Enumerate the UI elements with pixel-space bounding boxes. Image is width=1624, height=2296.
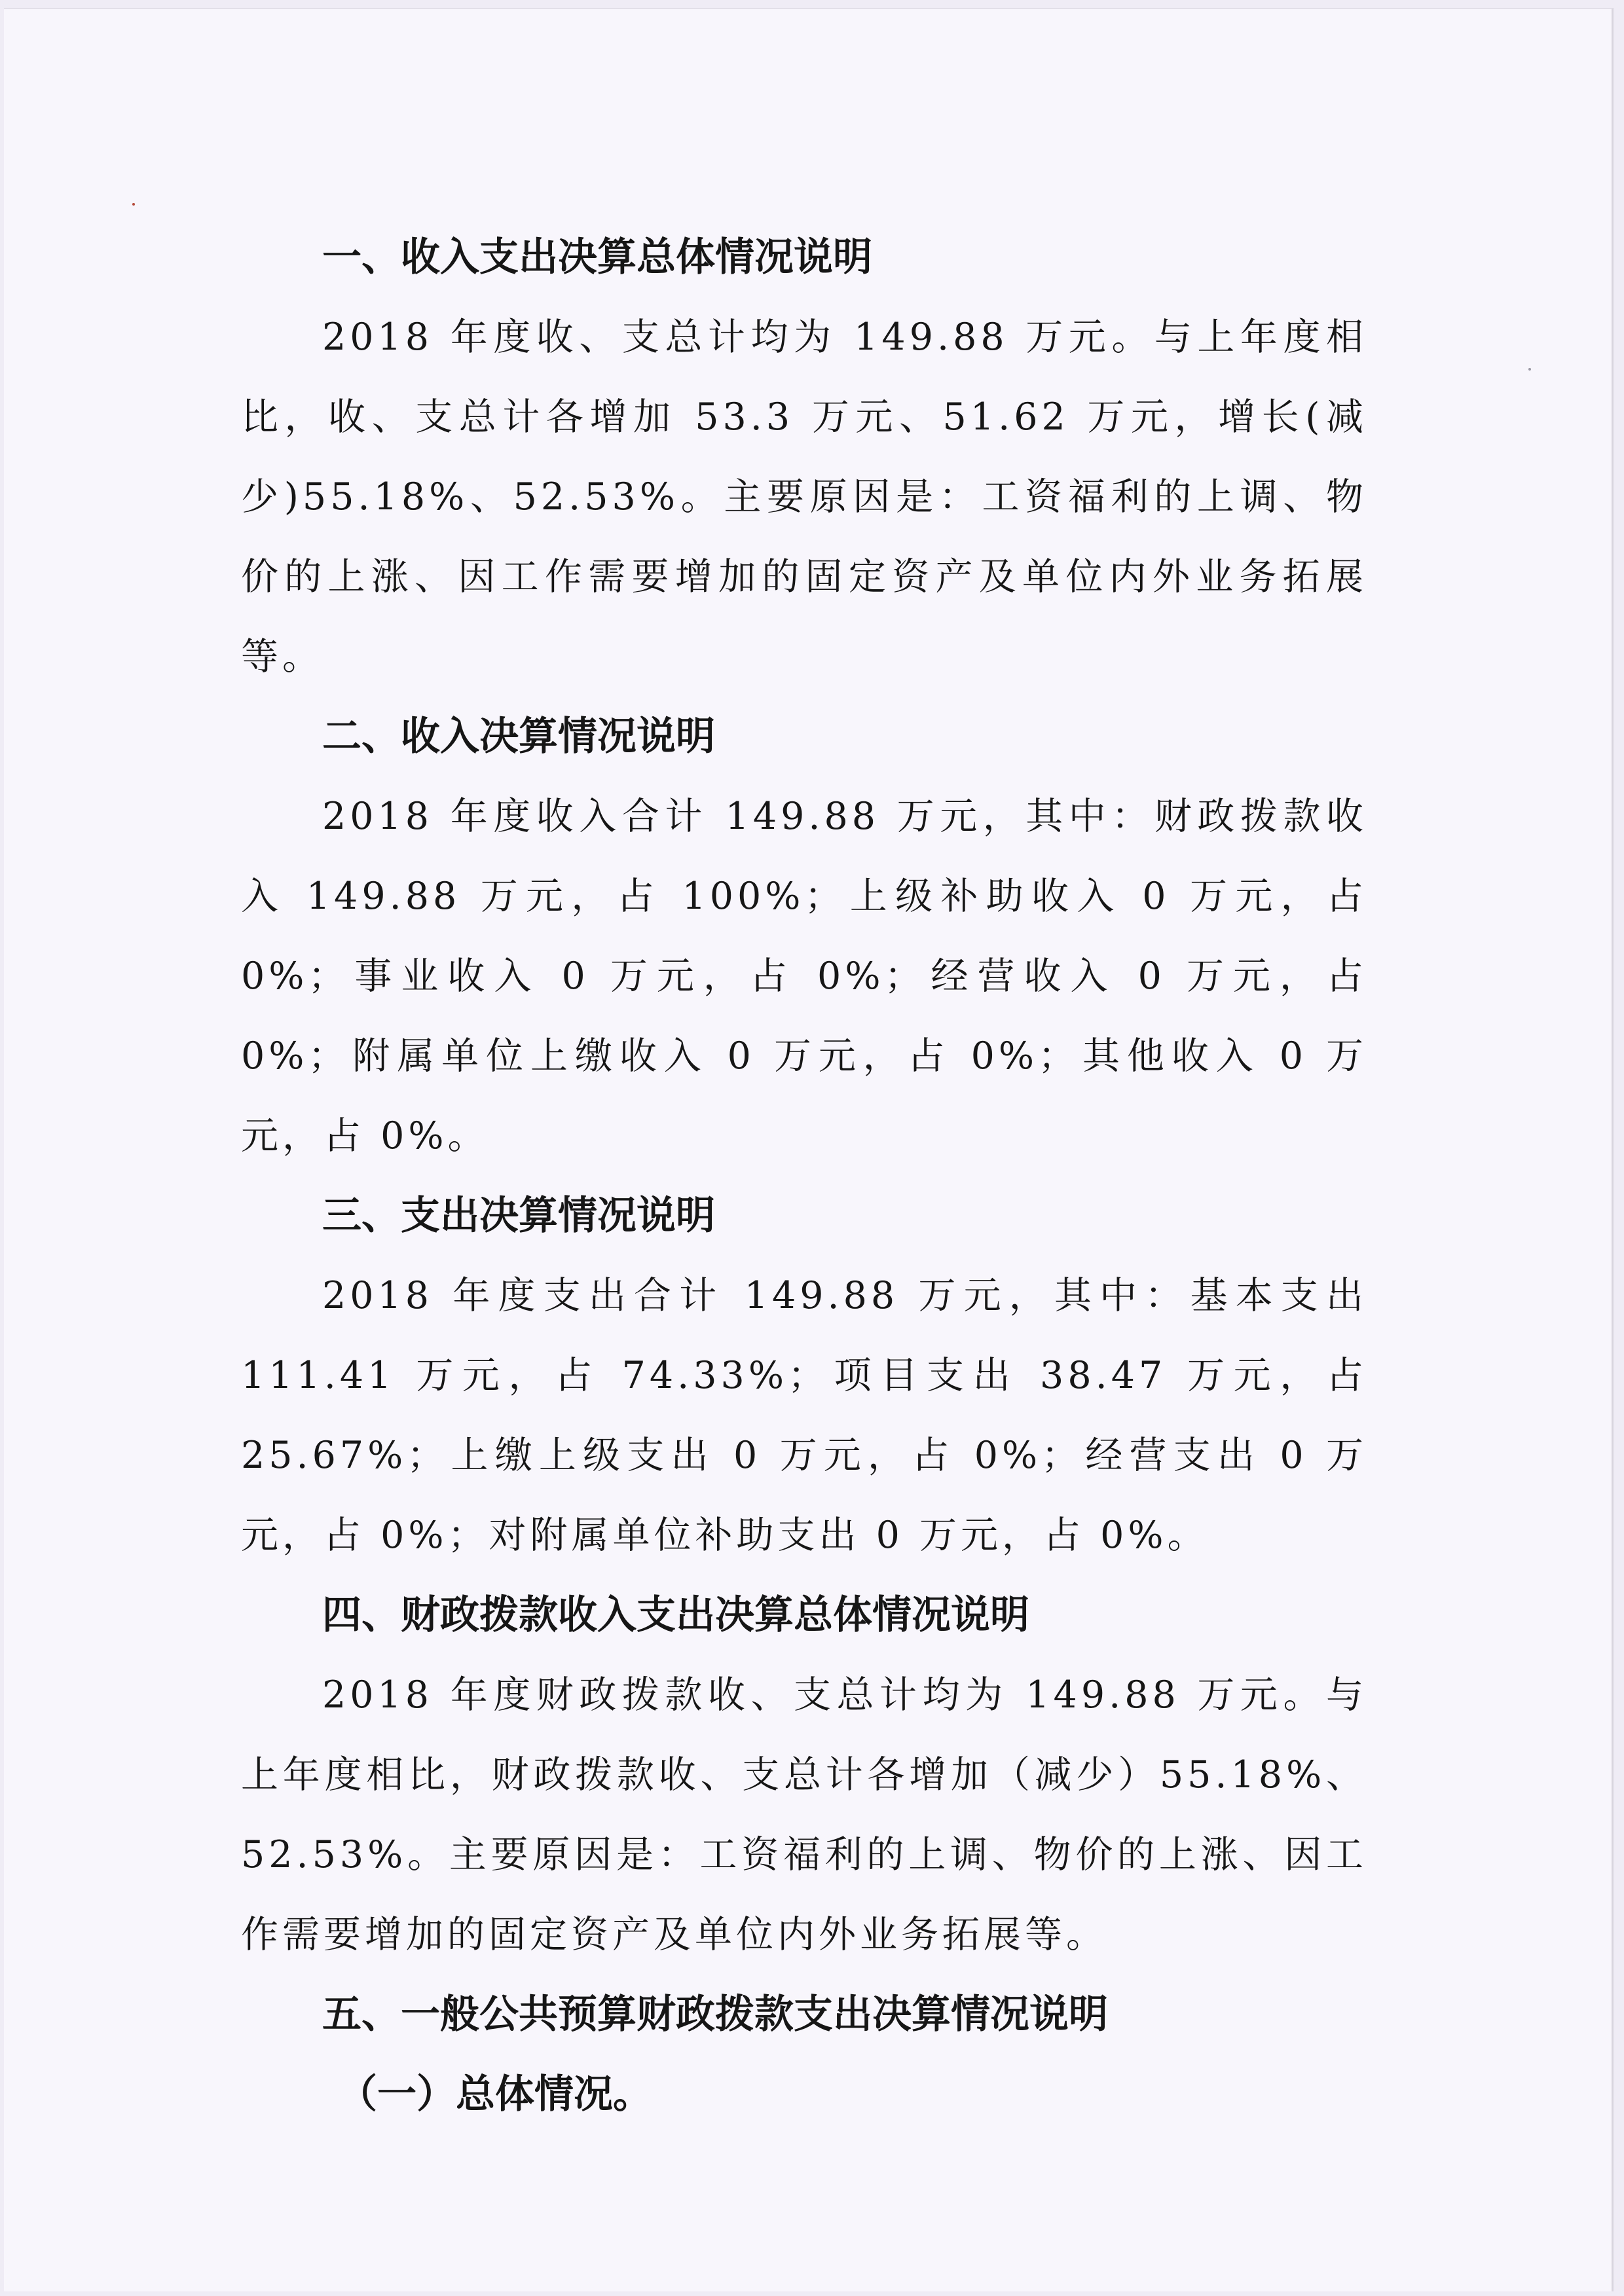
section-2-heading: 二、收入决算情况说明 [322, 714, 715, 759]
section-4-heading: 四、财政拨款收入支出决算总体情况说明 [322, 1592, 1029, 1638]
section-4-paragraph: 2018 年度财政拨款收、支总计均为 149.88 万元。与上年度相比，财政拨款收、支总计各增加（减少）55.18%、52.53%。主要原因是：工资福利的上调、物价的上涨、因工作需要增加的固定资产及单位内外业务拓展等。 [241, 1673, 1367, 1956]
document-body [241, 217, 1367, 2134]
section-5-heading: 五、一般公共预算财政拨款支出决算情况说明 [322, 1992, 1108, 2037]
subsection-heading: （一）总体情况。 [338, 2071, 652, 2117]
section-1-paragraph: 2018 年度收、支总计均为 149.88 万元。与上年度相比，收、支总计各增加 53.3 万元、51.62 万元，增长(减少)55.18%、52.53%。主要原因是：工资福利的上调、物价的上涨、因工作需要增加的固定资产及单位内外业务拓展等。 [241, 316, 1367, 678]
document-page [4, 8, 1614, 2291]
section-3-heading: 三、支出决算情况说明 [322, 1193, 715, 1239]
scan-speck [1528, 368, 1531, 371]
section-2-paragraph: 2018 年度收入合计 149.88 万元，其中：财政拨款收入 149.88 万元，占 100%；上级补助收入 0 万元，占 0%；事业收入 0 万元，占 0%；经营收入 0 万元，占 0%；附属单位上缴收入 0 万元，占 0%；其他收入 0 万元，占 0%。 [241, 795, 1367, 1157]
section-1-heading: 一、收入支出决算总体情况说明 [322, 234, 872, 280]
section-3-paragraph: 2018 年度支出合计 149.88 万元，其中：基本支出 111.41 万元，占 74.33%；项目支出 38.47 万元，占 25.67%；上缴上级支出 0 万元，占 0%；经营支出 0 万元，占 0%；对附属单位补助支出 0 万元，占 0%。 [241, 1274, 1367, 1557]
scan-speck [132, 203, 135, 206]
